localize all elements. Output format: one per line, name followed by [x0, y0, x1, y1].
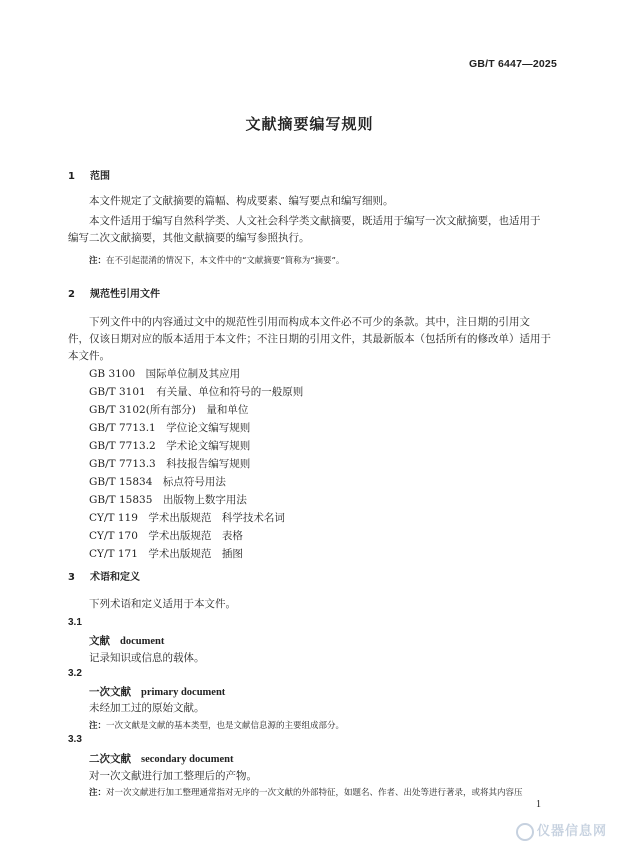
- term-clause-number: 3.3: [68, 734, 82, 745]
- document-title: 文献摘要编写规则: [245, 115, 374, 133]
- term-note: 注：对一次文献进行加工整理通常指对无序的一次文献的外部特征，如题名、作者、出处等进行著录，或将其内容压: [89, 788, 523, 798]
- section-2-paragraph-line-2: 件，仅该日期对应的版本适用于本文件；不注日期的引用文件，其最新版本（包括所有的修改单）适用于: [68, 333, 551, 345]
- reference-item: CY/T 171 学术出版规范 插图: [89, 548, 243, 560]
- section-1-paragraph-2b: 编写二次文献摘要，其他文献摘要的编写参照执行。: [68, 232, 310, 244]
- reference-item: GB/T 7713.3 科技报告编写规则: [89, 458, 251, 470]
- term-note: 注：一次文献是文献的基本类型，也是文献信息源的主要组成部分。: [89, 721, 345, 731]
- section-2-paragraph-line-1: 下列文件中的内容通过文中的规范性引用而构成本文件必不可少的条款。其中，注日期的引用文: [89, 316, 530, 328]
- term-definition: 记录知识或信息的载体。: [89, 652, 205, 664]
- term-clause-number: 3.1: [68, 617, 82, 628]
- reference-item: GB/T 3102(所有部分) 量和单位: [89, 404, 249, 416]
- term-heading: 二次文献 secondary document: [89, 753, 234, 765]
- term-heading: 一次文献 primary document: [89, 686, 226, 698]
- standard-number: GB/T 6447—2025: [468, 58, 557, 70]
- section-3-heading: 3 术语和定义: [68, 572, 140, 583]
- reference-item: GB/T 7713.2 学术论文编写规则: [89, 440, 251, 452]
- reference-item: GB/T 3101 有关量、单位和符号的一般原则: [89, 386, 304, 398]
- reference-item: GB/T 15834 标点符号用法: [89, 476, 226, 488]
- term-definition: 对一次文献进行加工整理后的产物。: [89, 770, 257, 782]
- section-1-paragraph-1: 本文件规定了文献摘要的篇幅、构成要素、编写要点和编写细则。: [89, 195, 394, 207]
- section-1-heading: 1 范围: [68, 171, 110, 182]
- watermark-logo-icon: [516, 823, 534, 841]
- reference-item: CY/T 119 学术出版规范 科学技术名词: [89, 512, 285, 524]
- section-1-paragraph-2a: 本文件适用于编写自然科学类、人文社会科学类文献摘要，既适用于编写一次文献摘要，也适用于: [89, 215, 541, 227]
- section-1-note: 注：在不引起混淆的情况下，本文件中的“文献摘要”简称为“摘要”。: [89, 256, 345, 266]
- watermark: 仪器信息网: [516, 820, 607, 841]
- term-heading: 文献 document: [89, 635, 165, 647]
- reference-item: GB/T 15835 出版物上数字用法: [89, 494, 247, 506]
- section-3-intro: 下列术语和定义适用于本文件。: [89, 598, 236, 610]
- section-2-paragraph-line-3: 本文件。: [68, 350, 110, 362]
- page-number: 1: [536, 799, 541, 810]
- term-clause-number: 3.2: [68, 668, 82, 679]
- reference-item: CY/T 170 学术出版规范 表格: [89, 530, 243, 542]
- reference-item: GB/T 7713.1 学位论文编写规则: [89, 422, 251, 434]
- term-definition: 未经加工过的原始文献。: [89, 702, 205, 714]
- section-2-heading: 2 规范性引用文件: [68, 289, 160, 300]
- reference-item: GB 3100 国际单位制及其应用: [89, 368, 241, 380]
